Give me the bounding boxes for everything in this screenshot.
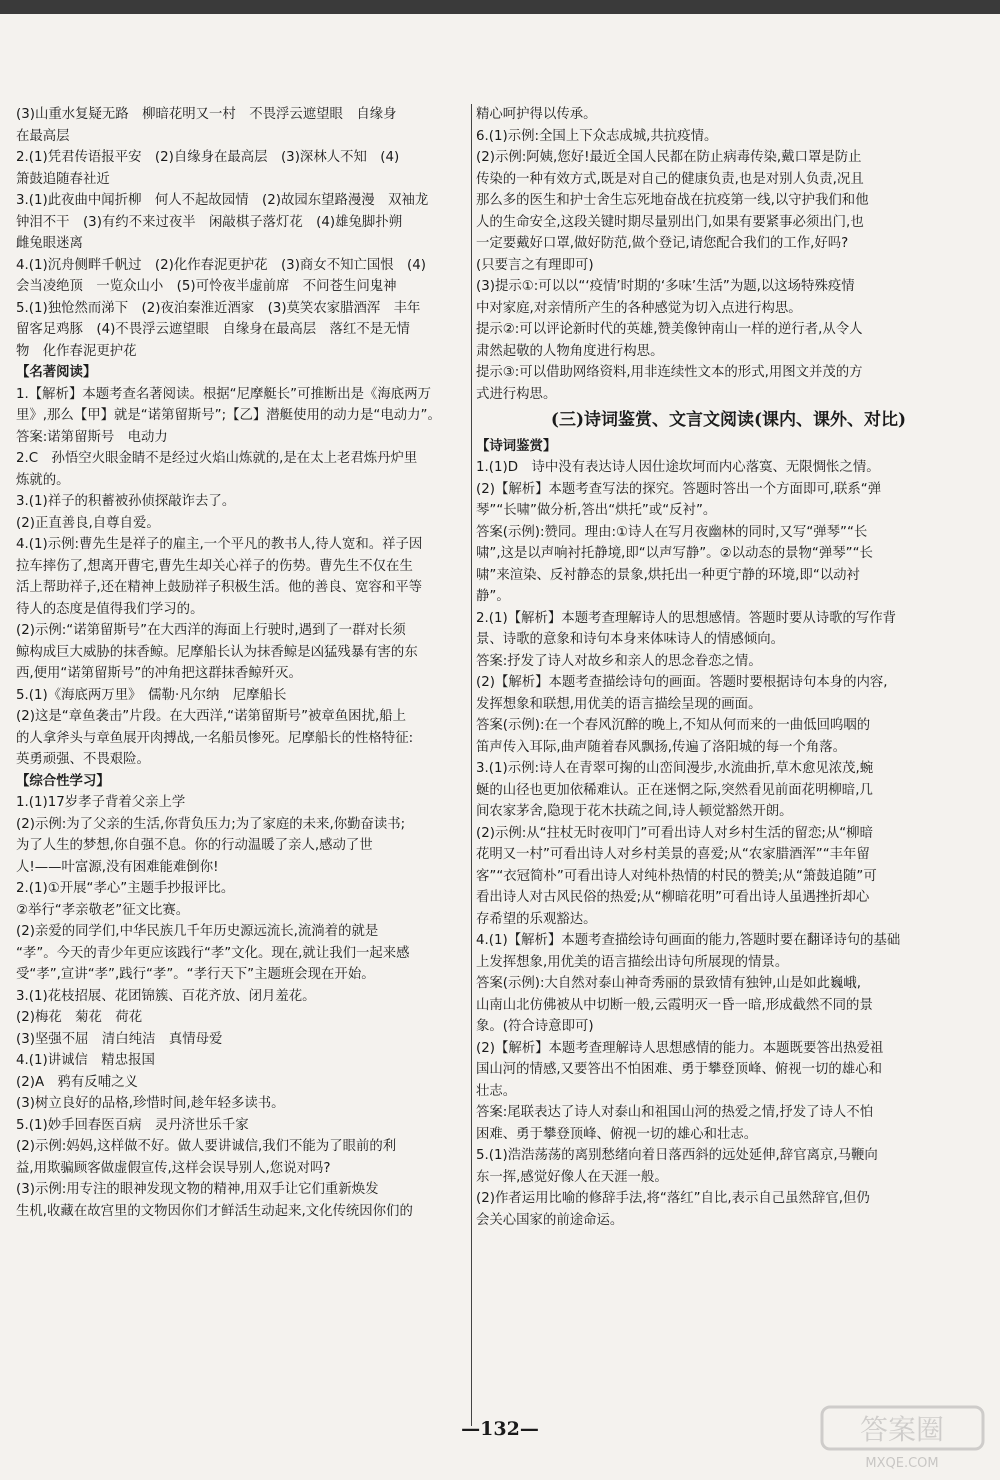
left-line: 的人拿斧头与章鱼展开肉搏战,一名船员惨死。尼摩船长的性格特征: xyxy=(16,730,414,746)
left-line: 4.(1)沉舟侧畔千帆过 (2)化作春泥更护花 (3)商女不知亡国恨 (4) xyxy=(16,257,427,273)
left-line: 益,用欺骗顾客做虚假宣传,这样会误导别人,您说对吗? xyxy=(16,1160,331,1176)
right-bottom-line: 会关心国家的前途命运。 xyxy=(476,1212,624,1228)
right-bottom-line: 花明又一村”可看出诗人对乡村美景的喜爱;从“农家腊酒浑”“丰年留 xyxy=(476,847,870,862)
right-top-line: 肃然起敬的人物角度进行构思。 xyxy=(476,343,664,359)
right-bottom-line: 笛声传入耳际,曲声随着春风飘扬,传遍了洛阳城的每一个角落。 xyxy=(476,739,847,755)
left-line: 箫鼓追随春社近 xyxy=(16,171,110,187)
left-line: (2)示例:“诺第留斯号”在大西洋的海面上行驶时,遇到了一群对长须 xyxy=(16,623,406,638)
right-top-line: 6.(1)示例:全国上下众志成城,共抗疫情。 xyxy=(476,128,718,144)
left-line: 【综合性学习】 xyxy=(16,773,110,789)
right-bottom-line: (2)作者运用比喻的修辞手法,将“落红”自比,表示自己虽然辞官,但仍 xyxy=(476,1191,870,1206)
left-line: (3)树立良好的品格,珍惜时间,趁年轻多读书。 xyxy=(16,1096,285,1111)
right-bottom-line: 【诗词鉴赏】 xyxy=(476,438,557,454)
left-line: 【名著阅读】 xyxy=(16,365,97,380)
left-line: 2.(1)凭君传语报平安 (2)自缘身在最高层 (3)深林人不知 (4) xyxy=(16,150,400,165)
right-bottom-line: 存希望的乐观豁达。 xyxy=(476,911,597,927)
left-line: 2.C 孙悟空火眼金睛不是经过火焰山炼就的,是在太上老君炼丹炉里 xyxy=(16,451,418,466)
watermark-url: MXQE.COM xyxy=(865,1456,939,1471)
right-bottom-line: 琴”“长啸”做分析,答出“烘托”或“反衬”。 xyxy=(476,503,717,518)
left-line: 雌兔眼迷离 xyxy=(16,236,83,251)
right-top-line: 中对家庭,对亲情所产生的各种感觉为切入点进行构思。 xyxy=(476,300,802,316)
left-line: 5.(1)妙手回春医百病 灵丹济世乐千家 xyxy=(16,1117,249,1133)
left-line: 3.(1)花枝招展、花团锦簇、百花齐放、闭月羞花。 xyxy=(16,988,316,1004)
right-bottom-line: 啸”,这是以声响衬托静境,即“以声写静”。②以动态的景物“弹琴”“长 xyxy=(476,546,873,561)
left-line: 活上帮助祥子,还在精神上鼓励祥子积极生活。他的善良、宽容和平等 xyxy=(16,580,422,595)
left-line: 受“孝”,宣讲“孝”,践行“孝”。“孝行天下”主题班会现在开始。 xyxy=(16,967,375,982)
left-line: 钟泪不干 (3)有约不来过夜半 闲敲棋子落灯花 (4)雄兔脚扑朔 xyxy=(16,214,403,230)
right-bottom-line: 发挥想象和联想,用优美的语言描绘呈现的画面。 xyxy=(476,696,762,712)
left-line: 鲸构成巨大威胁的抹香鲸。尼摩船长认为抹香鲸是凶猛残暴有害的东 xyxy=(16,644,418,660)
left-line: 5.(1)独怆然而涕下 (2)夜泊秦淮近酒家 (3)莫笑农家腊酒浑 丰年 xyxy=(16,300,421,316)
right-bottom-line: 3.(1)示例:诗人在青翠可掬的山峦间漫步,水流曲折,草木愈见浓茂,蜿 xyxy=(476,761,874,776)
right-bottom-line: (2)【解析】本题考查理解诗人思想感情的能力。本题既要答出热爱祖 xyxy=(476,1040,884,1056)
right-top-line: 那么多的医生和护士舍生忘死地奋战在抗疫第一线,以守护我们和他 xyxy=(476,193,869,208)
left-line: 生机,收藏在故宫里的文物因你们才鲜活生动起来,文化传统因你们的 xyxy=(16,1203,413,1219)
left-line: 答案:诺第留斯号 电动力 xyxy=(16,429,168,445)
left-line: (3)示例:用专注的眼神发现文物的精神,用双手让它们重新焕发 xyxy=(16,1182,379,1197)
right-top-line: 精心呵护得以传承。 xyxy=(476,107,597,122)
left-line: (3)山重水复疑无路 柳暗花明又一村 不畏浮云遮望眼 自缘身 xyxy=(16,107,397,122)
left-line: 待人的态度是值得我们学习的。 xyxy=(16,601,204,617)
right-bottom-line: 1.(1)D 诗中没有表达诗人因仕途坎坷而内心落寞、无限惆怅之情。 xyxy=(476,460,880,475)
right-bottom-line: 客”“衣冠简朴”可看出诗人对纯朴热情的村民的赞美;从“箫鼓追随”可 xyxy=(476,868,877,884)
right-top-line: 提示②:可以评论新时代的英雄,赞美像钟南山一样的逆行者,从令人 xyxy=(476,322,863,337)
left-line: 5.(1)《海底两万里》 儒勒·凡尔纳 尼摩船长 xyxy=(16,687,287,703)
right-bottom-line: (2)示例:从“拄杖无时夜叩门”可看出诗人对乡村生活的留恋;从“柳暗 xyxy=(476,825,873,841)
left-line: 为了人生的梦想,你自强不息。你的行动温暖了亲人,感动了世 xyxy=(16,838,373,853)
left-line: 1.【解析】本题考查名著阅读。根据“尼摩艇长”可推断出是《海底两万 xyxy=(16,386,431,402)
right-top-line: (只要言之有理即可) xyxy=(476,257,594,273)
section-heading: (三)诗词鉴赏、文言文阅读(课内、课外、对比) xyxy=(550,410,907,430)
left-line: (2)正直善良,自尊自爱。 xyxy=(16,515,160,531)
binding-margin xyxy=(0,14,14,1480)
right-bottom-line: (2)【解析】本题考查描绘诗句的画面。答题时要根据诗句本身的内容, xyxy=(476,675,888,690)
right-top-line: 传染的一种有效方式,既是对自己的健康负责,也是对别人负责,况且 xyxy=(476,171,864,187)
left-line: (2)A 鸦有反哺之义 xyxy=(16,1074,138,1090)
left-line: 会当凌绝顶 一览众山小 (5)可怜夜半虚前席 不问苍生问鬼神 xyxy=(16,279,397,294)
left-line: 3.(1)祥子的积蓄被孙侦探敲诈去了。 xyxy=(16,494,236,509)
left-line: “孝”。今天的青少年更应该践行“孝”文化。现在,就让我们一起来感 xyxy=(16,945,410,961)
left-line: 炼就的。 xyxy=(16,472,70,488)
page-number: —132— xyxy=(461,1418,539,1440)
right-bottom-line: 答案(示例):赞同。理由:①诗人在写月夜幽林的同时,又写“弹琴”“长 xyxy=(476,524,868,540)
left-line: 英勇顽强、不畏艰险。 xyxy=(16,752,150,767)
right-bottom-line: 景、诗歌的意象和诗句本身来体味诗人的情感倾向。 xyxy=(476,632,784,647)
right-bottom-line: 间农家茅舍,隐现于花木扶疏之间,诗人顿觉豁然开朗。 xyxy=(476,804,793,819)
watermark-text: 答案圈 xyxy=(859,1413,945,1446)
right-bottom-line: 蜒的山径也更加依稀难认。正在迷惘之际,突然看见前面花明柳暗,几 xyxy=(476,782,873,798)
right-bottom-line: 象。(符合诗意即可) xyxy=(476,1019,594,1034)
right-bottom-line: 4.(1)【解析】本题考查描绘诗句画面的能力,答题时要在翻译诗句的基础 xyxy=(476,933,901,948)
left-line: 人!——叶富源,没有困难能难倒你! xyxy=(16,859,219,875)
left-line: (2)示例:妈妈,这样做不好。做人要讲诚信,我们不能为了眼前的利 xyxy=(16,1139,397,1154)
right-bottom-line: 2.(1)【解析】本题考查理解诗人的思想感情。答题时要从诗歌的写作背 xyxy=(476,610,897,626)
left-line: 拉车摔伤了,想离开曹宅,曹先生却关心祥子的伤势。曹先生不仅在生 xyxy=(16,558,413,574)
right-top-line: (2)示例:阿姨,您好!最近全国人民都在防止病毒传染,戴口罩是防止 xyxy=(476,150,862,165)
right-top-line: 一定要戴好口罩,做好防范,做个登记,请您配合我们的工作,好吗? xyxy=(476,236,849,251)
left-line: ②举行“孝亲敬老”征文比赛。 xyxy=(16,902,190,918)
right-bottom-line: 上发挥想象,用优美的语言描绘出诗句所展现的情景。 xyxy=(476,954,789,970)
left-line: 2.(1)①开展“孝心”主题手抄报评比。 xyxy=(16,881,235,896)
left-line: 4.(1)讲诚信 精忠报国 xyxy=(16,1053,155,1068)
left-line: (3)坚强不屈 清白纯洁 真情母爱 xyxy=(16,1031,223,1047)
right-bottom-line: 看出诗人对古风民俗的热爱;从“柳暗花明”可看出诗人虽遇挫折却心 xyxy=(476,890,870,905)
scan-top-edge xyxy=(0,0,1000,14)
right-top-line: (3)提示①:可以以“‘疫情’时期的‘多味’生活”为题,以这场特殊疫情 xyxy=(476,279,855,294)
right-bottom-line: 壮志。 xyxy=(476,1083,517,1099)
left-line: (2)梅花 菊花 荷花 xyxy=(16,1010,143,1025)
left-line: 留客足鸡豚 (4)不畏浮云遮望眼 自缘身在最高层 落红不是无情 xyxy=(16,322,410,337)
right-bottom-line: (2)【解析】本题考查写法的探究。答题时答出一个方面即可,联系“弹 xyxy=(476,481,882,497)
right-bottom-line: 答案(示例):在一个春风沉醉的晚上,不知从何而来的一曲低回呜咽的 xyxy=(476,718,871,733)
column-divider xyxy=(471,104,472,1426)
left-line: 3.(1)此夜曲中闻折柳 何人不起故园情 (2)故园东望路漫漫 双袖龙 xyxy=(16,193,429,208)
left-line: 物 化作春泥更护花 xyxy=(16,343,137,359)
left-line: 里》,那么【甲】就是“诺第留斯号”;【乙】潜艇使用的动力是“电动力”。 xyxy=(16,408,441,423)
right-bottom-line: 5.(1)浩浩荡荡的离别愁绪向着日落西斜的远处延伸,辞官离京,马鞭向 xyxy=(476,1148,878,1163)
right-bottom-line: 东一挥,感觉好像人在天涯一般。 xyxy=(476,1169,668,1185)
left-column xyxy=(16,104,468,1222)
right-bottom-line: 国山河的情感,又要答出不怕困难、勇于攀登顶峰、俯视一切的雄心和 xyxy=(476,1062,882,1077)
right-top-line: 式进行构思。 xyxy=(476,386,557,402)
left-line: (2)亲爱的同学们,中华民族几千年历史源远流长,流淌着的就是 xyxy=(16,924,379,939)
left-line: 在最高层 xyxy=(16,128,70,144)
right-bottom-line: 啸”来渲染、反衬静态的景象,烘托出一种更宁静的环境,即“以动衬 xyxy=(476,567,860,583)
right-bottom-line: 答案:尾联表达了诗人对泰山和祖国山河的热爱之情,抒发了诗人不怕 xyxy=(476,1105,874,1120)
right-bottom-line: 答案(示例):大自然对泰山神奇秀丽的景致情有独钟,山是如此巍峨, xyxy=(476,976,862,991)
right-bottom-line: 山南山北仿佛被从中切断一般,云霞明灭一昏一暗,形成截然不同的景 xyxy=(476,997,873,1013)
left-line: (2)示例:为了父亲的生活,你背负压力;为了家庭的未来,你勤奋读书; xyxy=(16,816,406,832)
right-bottom-line: 答案:抒发了诗人对故乡和亲人的思念眷恋之情。 xyxy=(476,653,762,669)
left-line: (2)这是“章鱼袭击”片段。在大西洋,“诺第留斯号”被章鱼困扰,船上 xyxy=(16,709,406,724)
left-line: 西,便用“诺第留斯号”的冲角把这群抹香鲸歼灭。 xyxy=(16,666,302,681)
right-top-line: 提示③:可以借助网络资料,用非连续性文本的形式,用图文并茂的方 xyxy=(476,365,863,380)
left-line: 4.(1)示例:曹先生是祥子的雇主,一个平凡的教书人,待人宽和。祥子因 xyxy=(16,537,423,552)
left-line: 1.(1)17岁孝子背着父亲上学 xyxy=(16,795,186,810)
watermark-logo xyxy=(820,1405,985,1475)
right-top-line: 人的生命安全,这段关键时期尽量别出门,如果有要紧事必须出门,也 xyxy=(476,214,864,230)
right-bottom-line: 困难、勇于攀登顶峰、俯视一切的雄心和壮志。 xyxy=(476,1126,758,1142)
right-bottom-line: 静”。 xyxy=(476,589,510,604)
right-column xyxy=(476,104,981,1231)
